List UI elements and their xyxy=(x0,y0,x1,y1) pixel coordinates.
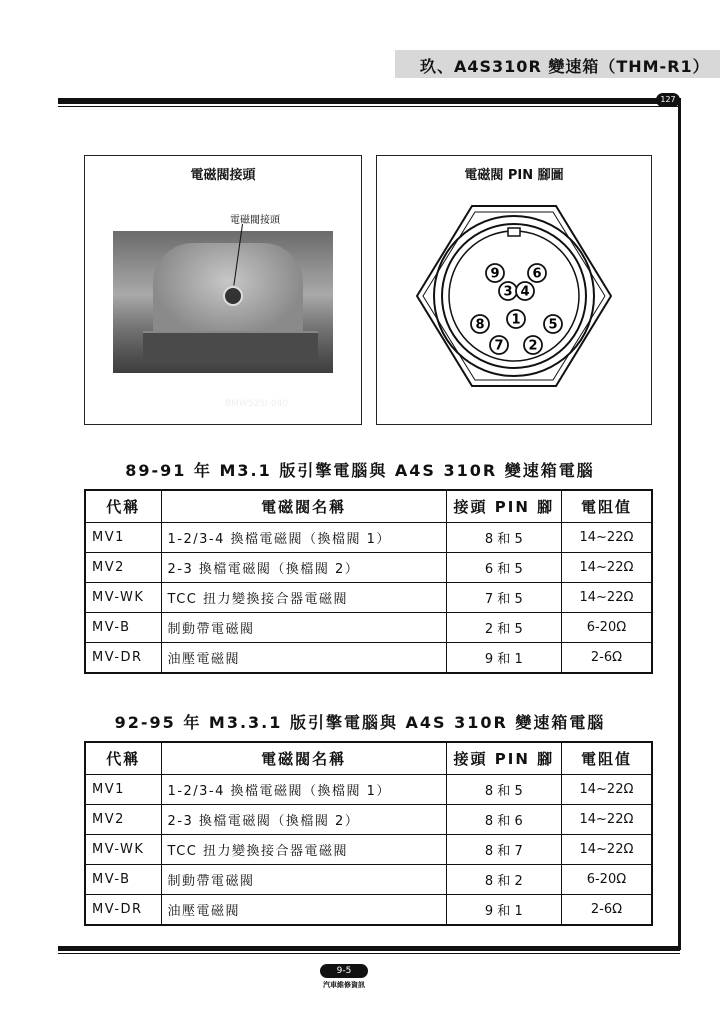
header-code: 代稱 xyxy=(85,742,161,775)
cell-name: 油壓電磁閥 xyxy=(161,643,446,674)
pin-label: 1 xyxy=(511,312,521,328)
solenoid-connector xyxy=(223,286,243,306)
cell-code: MV-B xyxy=(85,865,161,895)
photo-label: 電磁閥接頭 xyxy=(230,215,280,226)
pin-diagram xyxy=(377,156,651,424)
pin-label: 9 xyxy=(490,266,500,282)
cell-resistance: 14~22Ω xyxy=(561,805,652,835)
cell-code: MV2 xyxy=(85,553,161,583)
table-row xyxy=(85,775,652,805)
cell-pin: 7 和 5 xyxy=(446,583,561,613)
solenoid-table-2 xyxy=(84,741,653,926)
panel-title: 電磁閥接頭 xyxy=(190,168,256,183)
table-row xyxy=(85,643,652,674)
solenoid-table-1 xyxy=(84,489,653,674)
table-row xyxy=(85,895,652,926)
cell-pin: 8 和 2 xyxy=(446,865,561,895)
pin-label: 6 xyxy=(532,266,542,282)
cell-pin: 8 和 6 xyxy=(446,805,561,835)
photo-caption: BMW525I-040 xyxy=(225,399,289,409)
cell-name: 制動帶電磁閥 xyxy=(161,613,446,643)
bottom-rule xyxy=(58,946,680,951)
header-name: 電磁閥名稱 xyxy=(161,742,446,775)
publisher-label: 汽車維修資訊 xyxy=(323,981,365,989)
connector-photo-panel xyxy=(84,155,362,425)
cell-resistance: 6-20Ω xyxy=(561,613,652,643)
cell-name: 油壓電磁閥 xyxy=(161,895,446,926)
table-row xyxy=(85,865,652,895)
pin-5 xyxy=(544,315,562,333)
pin-diagram-panel xyxy=(376,155,652,425)
pin-1 xyxy=(507,310,525,328)
cell-pin: 8 和 5 xyxy=(446,523,561,553)
table-row xyxy=(85,553,652,583)
cell-name: 1-2/3-4 換檔電磁閥（換檔閥 1） xyxy=(161,775,446,805)
header-resistance: 電阻值 xyxy=(561,490,652,523)
table-row xyxy=(85,805,652,835)
pin-9 xyxy=(486,264,504,282)
top-rule xyxy=(58,98,680,104)
cell-name: 2-3 換檔電磁閥（換檔閥 2） xyxy=(161,553,446,583)
pin-label: 7 xyxy=(494,338,504,354)
pin-label: 8 xyxy=(475,317,485,333)
transmission-photo xyxy=(113,231,333,409)
cell-code: MV2 xyxy=(85,805,161,835)
cell-code: MV-WK xyxy=(85,835,161,865)
header-pin: 接頭 PIN 腳 xyxy=(446,490,561,523)
cell-pin: 2 和 5 xyxy=(446,613,561,643)
cell-resistance: 14~22Ω xyxy=(561,583,652,613)
pin-8 xyxy=(471,315,489,333)
cell-code: MV1 xyxy=(85,775,161,805)
pin-3 xyxy=(499,282,517,300)
cell-pin: 8 和 5 xyxy=(446,775,561,805)
cell-name: TCC 扭力變換接合器電磁閥 xyxy=(161,583,446,613)
table-title: 92-95 年 M3.3.1 版引擎電腦與 A4S 310R 變速箱電腦 xyxy=(114,713,606,732)
cell-code: MV-DR xyxy=(85,895,161,926)
cell-pin: 6 和 5 xyxy=(446,553,561,583)
cell-resistance: 14~22Ω xyxy=(561,835,652,865)
header-code: 代稱 xyxy=(85,490,161,523)
cell-resistance: 14~22Ω xyxy=(561,775,652,805)
table-row xyxy=(85,613,652,643)
cell-name: TCC 扭力變換接合器電磁閥 xyxy=(161,835,446,865)
bottom-rule-thin xyxy=(58,953,680,954)
top-rule-thin xyxy=(58,106,680,107)
cell-code: MV-WK xyxy=(85,583,161,613)
cell-resistance: 2-6Ω xyxy=(561,895,652,926)
cell-resistance: 2-6Ω xyxy=(561,643,652,674)
pin-label: 5 xyxy=(548,317,558,333)
pin-label: 3 xyxy=(503,284,513,300)
cell-resistance: 14~22Ω xyxy=(561,553,652,583)
panel-title: 電磁閥 PIN 腳圖 xyxy=(464,168,564,183)
cell-code: MV-B xyxy=(85,613,161,643)
key-notch xyxy=(508,228,520,236)
pin-label: 2 xyxy=(528,338,538,354)
table-header-row xyxy=(85,742,652,775)
oil-pan xyxy=(143,331,318,363)
table-header-row xyxy=(85,490,652,523)
pin-7 xyxy=(490,336,508,354)
cell-resistance: 6-20Ω xyxy=(561,865,652,895)
pin-4 xyxy=(516,282,534,300)
table-row xyxy=(85,835,652,865)
page-number: 9-5 xyxy=(320,964,368,978)
header-pin: 接頭 PIN 腳 xyxy=(446,742,561,775)
cell-pin: 9 和 1 xyxy=(446,895,561,926)
cell-pin: 9 和 1 xyxy=(446,643,561,674)
header-resistance: 電阻值 xyxy=(561,742,652,775)
pin-2 xyxy=(524,336,542,354)
chapter-title: 玖、A4S310R 變速箱（THM-R1） xyxy=(420,57,710,76)
table-title: 89-91 年 M3.1 版引擎電腦與 A4S 310R 變速箱電腦 xyxy=(125,461,595,480)
cell-name: 2-3 換檔電磁閥（換檔閥 2） xyxy=(161,805,446,835)
pin-6 xyxy=(528,264,546,282)
right-rule xyxy=(678,98,681,950)
table-row xyxy=(85,523,652,553)
cell-pin: 8 和 7 xyxy=(446,835,561,865)
corner-badge: 127 xyxy=(656,93,680,107)
cell-resistance: 14~22Ω xyxy=(561,523,652,553)
cell-name: 制動帶電磁閥 xyxy=(161,865,446,895)
cell-code: MV1 xyxy=(85,523,161,553)
header-name: 電磁閥名稱 xyxy=(161,490,446,523)
cell-name: 1-2/3-4 換檔電磁閥（換檔閥 1） xyxy=(161,523,446,553)
table-row xyxy=(85,583,652,613)
pin-label: 4 xyxy=(520,284,530,300)
cell-code: MV-DR xyxy=(85,643,161,674)
